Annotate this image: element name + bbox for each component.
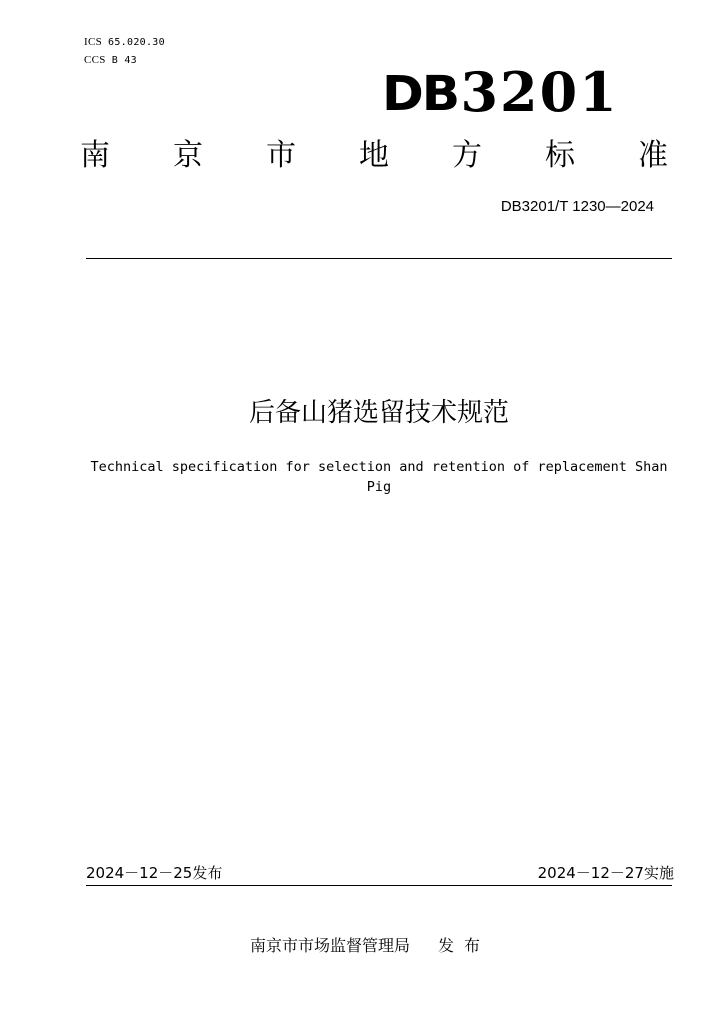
document-title-zh: 后备山猪选留技术规范 <box>248 398 509 428</box>
issuer-action: 发布 <box>438 936 491 955</box>
standard-type-char: 地 <box>359 138 389 173</box>
release-date-value: 2024－12－25 <box>86 864 193 882</box>
standard-type-heading <box>80 136 668 176</box>
standard-logo <box>382 58 619 124</box>
standard-type-char: 方 <box>452 138 482 173</box>
standard-type-char: 市 <box>266 138 296 173</box>
implementation-date <box>538 862 674 884</box>
standard-type-char: 准 <box>638 138 668 173</box>
implementation-label: 实施 <box>643 864 674 882</box>
logo-prefix: DB <box>382 66 459 122</box>
title-en-line-2: Pig <box>366 479 392 495</box>
ics-label: ICS <box>84 36 103 48</box>
ics-code: 65.020.30 <box>108 37 165 48</box>
standard-number: DB3201/T 1230—2024 <box>500 198 654 215</box>
implementation-date-value: 2024－12－27 <box>537 864 644 882</box>
ccs-classification <box>84 54 137 66</box>
issuer-name: 南京市市场监督管理局 <box>250 936 411 955</box>
logo-code: 3201 <box>460 60 619 124</box>
ccs-label: CCS <box>84 54 106 66</box>
release-label: 发布 <box>192 864 223 882</box>
header-divider <box>86 258 672 259</box>
document-title-en <box>86 457 672 497</box>
standard-type-char: 南 <box>80 138 110 173</box>
release-date <box>86 862 222 884</box>
footer-divider <box>86 885 672 886</box>
standard-type-char: 京 <box>173 138 203 173</box>
title-en-line-1: Technical specification for selection and retention of replacement Shan <box>90 459 668 475</box>
standard-type-char: 标 <box>545 138 575 173</box>
ccs-code: B 43 <box>111 55 137 66</box>
issuing-authority <box>250 934 490 958</box>
ics-classification <box>84 36 165 48</box>
